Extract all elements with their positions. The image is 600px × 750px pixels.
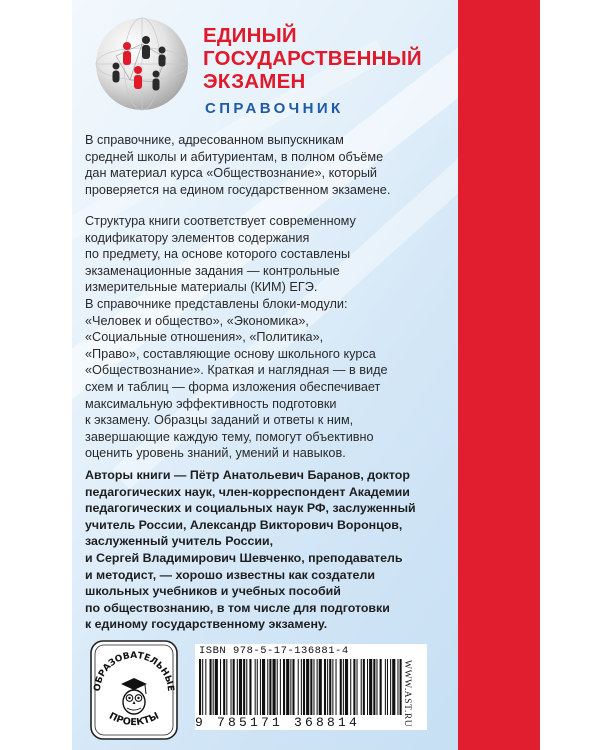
barcode-bar: [292, 659, 294, 715]
text-line: измерительные материалы (КИМ) ЕГЭ.: [85, 280, 318, 295]
spine-red-stripe: [458, 0, 540, 750]
barcode-bar: [260, 659, 261, 715]
barcode-bar: [280, 659, 281, 715]
book-subtitle: СПРАВОЧНИК: [205, 100, 344, 117]
text-line: по обществознанию, в том числе для подготовки: [85, 600, 390, 615]
barcode-bar: [223, 659, 225, 715]
text-line: дан материал курса «Обществознание», который: [85, 166, 378, 181]
text-line: заслуженный учитель России,: [85, 534, 274, 549]
barcode-bar: [369, 659, 372, 715]
text-line: В справочнике представлены блоки-модули:: [85, 297, 348, 311]
barcode-bar: [202, 659, 203, 715]
isbn-text: ISBN 978-5-17-136881-4: [199, 645, 349, 657]
barcode-bar: [361, 659, 362, 715]
barcode-bar: [376, 659, 377, 715]
barcode-bar: [363, 659, 365, 715]
barcode-bar: [340, 659, 342, 715]
barcode-bar: [332, 659, 333, 715]
globe-people-logo: [94, 16, 190, 112]
barcode-bar: [257, 659, 258, 715]
text-line: «Обществознание». Краткая и наглядная — в виде: [85, 363, 388, 378]
description-paragraph-2: [85, 213, 415, 296]
barcode-bar: [215, 659, 218, 715]
barcode-bar: [317, 659, 318, 715]
text-line: «Социальные отношения», «Политика»,: [85, 330, 324, 345]
barcode-bar: [243, 659, 245, 715]
barcode-bar: [343, 659, 344, 715]
text-line: проверяется на едином государственном экзамене.: [85, 182, 391, 197]
barcode-bar: [269, 659, 271, 715]
barcode-bar: [329, 659, 331, 715]
barcode-bar: [345, 659, 348, 715]
barcode-bar: [249, 659, 251, 715]
person-icon: [134, 66, 142, 89]
barcode-bar: [301, 659, 302, 715]
barcode-bar: [286, 659, 289, 715]
barcode-bar: [273, 659, 276, 715]
barcode-bar: [303, 659, 305, 715]
text-line: завершающие каждую тему, помогут объективно: [85, 429, 374, 444]
title-line: ЕДИНЫЙ: [203, 24, 297, 47]
barcode-bars: [197, 659, 405, 715]
barcode-digits: 9 785171 368814: [195, 715, 361, 730]
barcode-bar: [327, 659, 328, 715]
barcode-bar: [298, 659, 299, 715]
title-line: ЭКЗАМЕН: [203, 70, 306, 93]
text-line: кодификатору элементов содержания: [85, 230, 310, 245]
barcode-bar: [239, 659, 242, 715]
barcode-bar: [205, 659, 206, 715]
barcode-bar: [213, 659, 214, 715]
person-icon: [123, 42, 131, 65]
barcode-bar: [324, 659, 326, 715]
barcode-bar: [255, 659, 256, 715]
person-icon: [153, 71, 160, 91]
barcode-bar: [392, 659, 395, 715]
barcode-bar: [246, 659, 247, 715]
person-icon: [113, 63, 120, 83]
text-line: к экзамену. Образцы заданий и ответы к ним,: [85, 413, 354, 428]
barcode-bar: [237, 659, 238, 715]
barcode-bar: [210, 659, 212, 715]
text-line: педагогических наук, член-корреспондент Академии: [85, 484, 410, 499]
barcode-bar: [262, 659, 265, 715]
authors-paragraph: [85, 467, 420, 633]
text-line: по предмету, на основе которого составлены: [85, 247, 351, 262]
publisher-badge: [90, 640, 178, 740]
barcode-bar: [220, 659, 221, 715]
text-line: педагогических и социальных наук РФ, заслуженный: [85, 501, 416, 516]
text-line: учитель России, Александр Викторович Воронцов,: [85, 517, 403, 532]
text-line: «Право», составляющие основу школьного курса: [85, 346, 376, 361]
owl-graduate-icon: [121, 678, 147, 714]
barcode-bar: [277, 659, 278, 715]
text-line: Авторы книги — Пётр Анатольевич Баранов, доктор: [85, 468, 410, 482]
text-line: средней школы и абитуриентам, в полном объёме: [85, 149, 384, 164]
barcode-bar: [319, 659, 322, 715]
barcode-bar: [290, 659, 291, 715]
barcode-bar: [267, 659, 268, 715]
barcode-bar: [313, 659, 314, 715]
badge-text-bottom: ПРОЕКТЫ: [107, 710, 161, 729]
person-icon: [142, 36, 150, 59]
text-line: к единому государственному экзамену.: [85, 617, 328, 632]
barcode-bar: [387, 659, 388, 715]
description-paragraph-3: [85, 296, 415, 462]
publisher-website: WWW.AST.RU: [402, 660, 412, 728]
barcode-bar: [390, 659, 391, 715]
barcode-bar: [310, 659, 312, 715]
barcode-bar: [199, 659, 201, 715]
barcode-bar: [350, 659, 351, 715]
text-line: В справочнике, адресованном выпускникам: [85, 133, 344, 147]
text-line: максимальную эффективность подготовки: [85, 396, 337, 411]
title-line: ГОСУДАРСТВЕННЫЙ: [203, 47, 422, 70]
barcode-block: [195, 644, 427, 730]
text-line: оценить уровень знаний, умений и навыков.: [85, 446, 346, 461]
text-line: «Человек и общество», «Экономика»,: [85, 313, 309, 328]
text-line: школьных учебников и учебных пособий: [85, 584, 341, 599]
text-line: и Сергей Владимирович Шевченко, преподаватель: [85, 550, 403, 565]
barcode-bar: [231, 659, 232, 715]
text-line: схем и таблиц — форма изложения обеспечивает: [85, 379, 381, 394]
barcode-bar: [367, 659, 368, 715]
book-title: [203, 24, 422, 93]
barcode-bar: [357, 659, 358, 715]
text-line: Структура книги соответствует современному: [85, 214, 356, 228]
barcode-bar: [373, 659, 375, 715]
barcode-bar: [380, 659, 382, 715]
person-icon: [159, 47, 166, 67]
barcode-bar: [353, 659, 355, 715]
barcode-bar: [397, 659, 398, 715]
text-line: экзаменационные задания — контрольные: [85, 263, 340, 278]
barcode-bar: [226, 659, 227, 715]
description-paragraph-1: [85, 132, 415, 198]
barcode-bar: [385, 659, 386, 715]
text-line: и методист, — хорошо известны как создатели: [85, 567, 375, 582]
barcode-bar: [233, 659, 235, 715]
barcode-bar: [306, 659, 309, 715]
badge-text-top: ОБРАЗОВАТЕЛЬНЫЕ: [92, 650, 176, 692]
barcode-bar: [283, 659, 285, 715]
barcode-bar: [336, 659, 337, 715]
